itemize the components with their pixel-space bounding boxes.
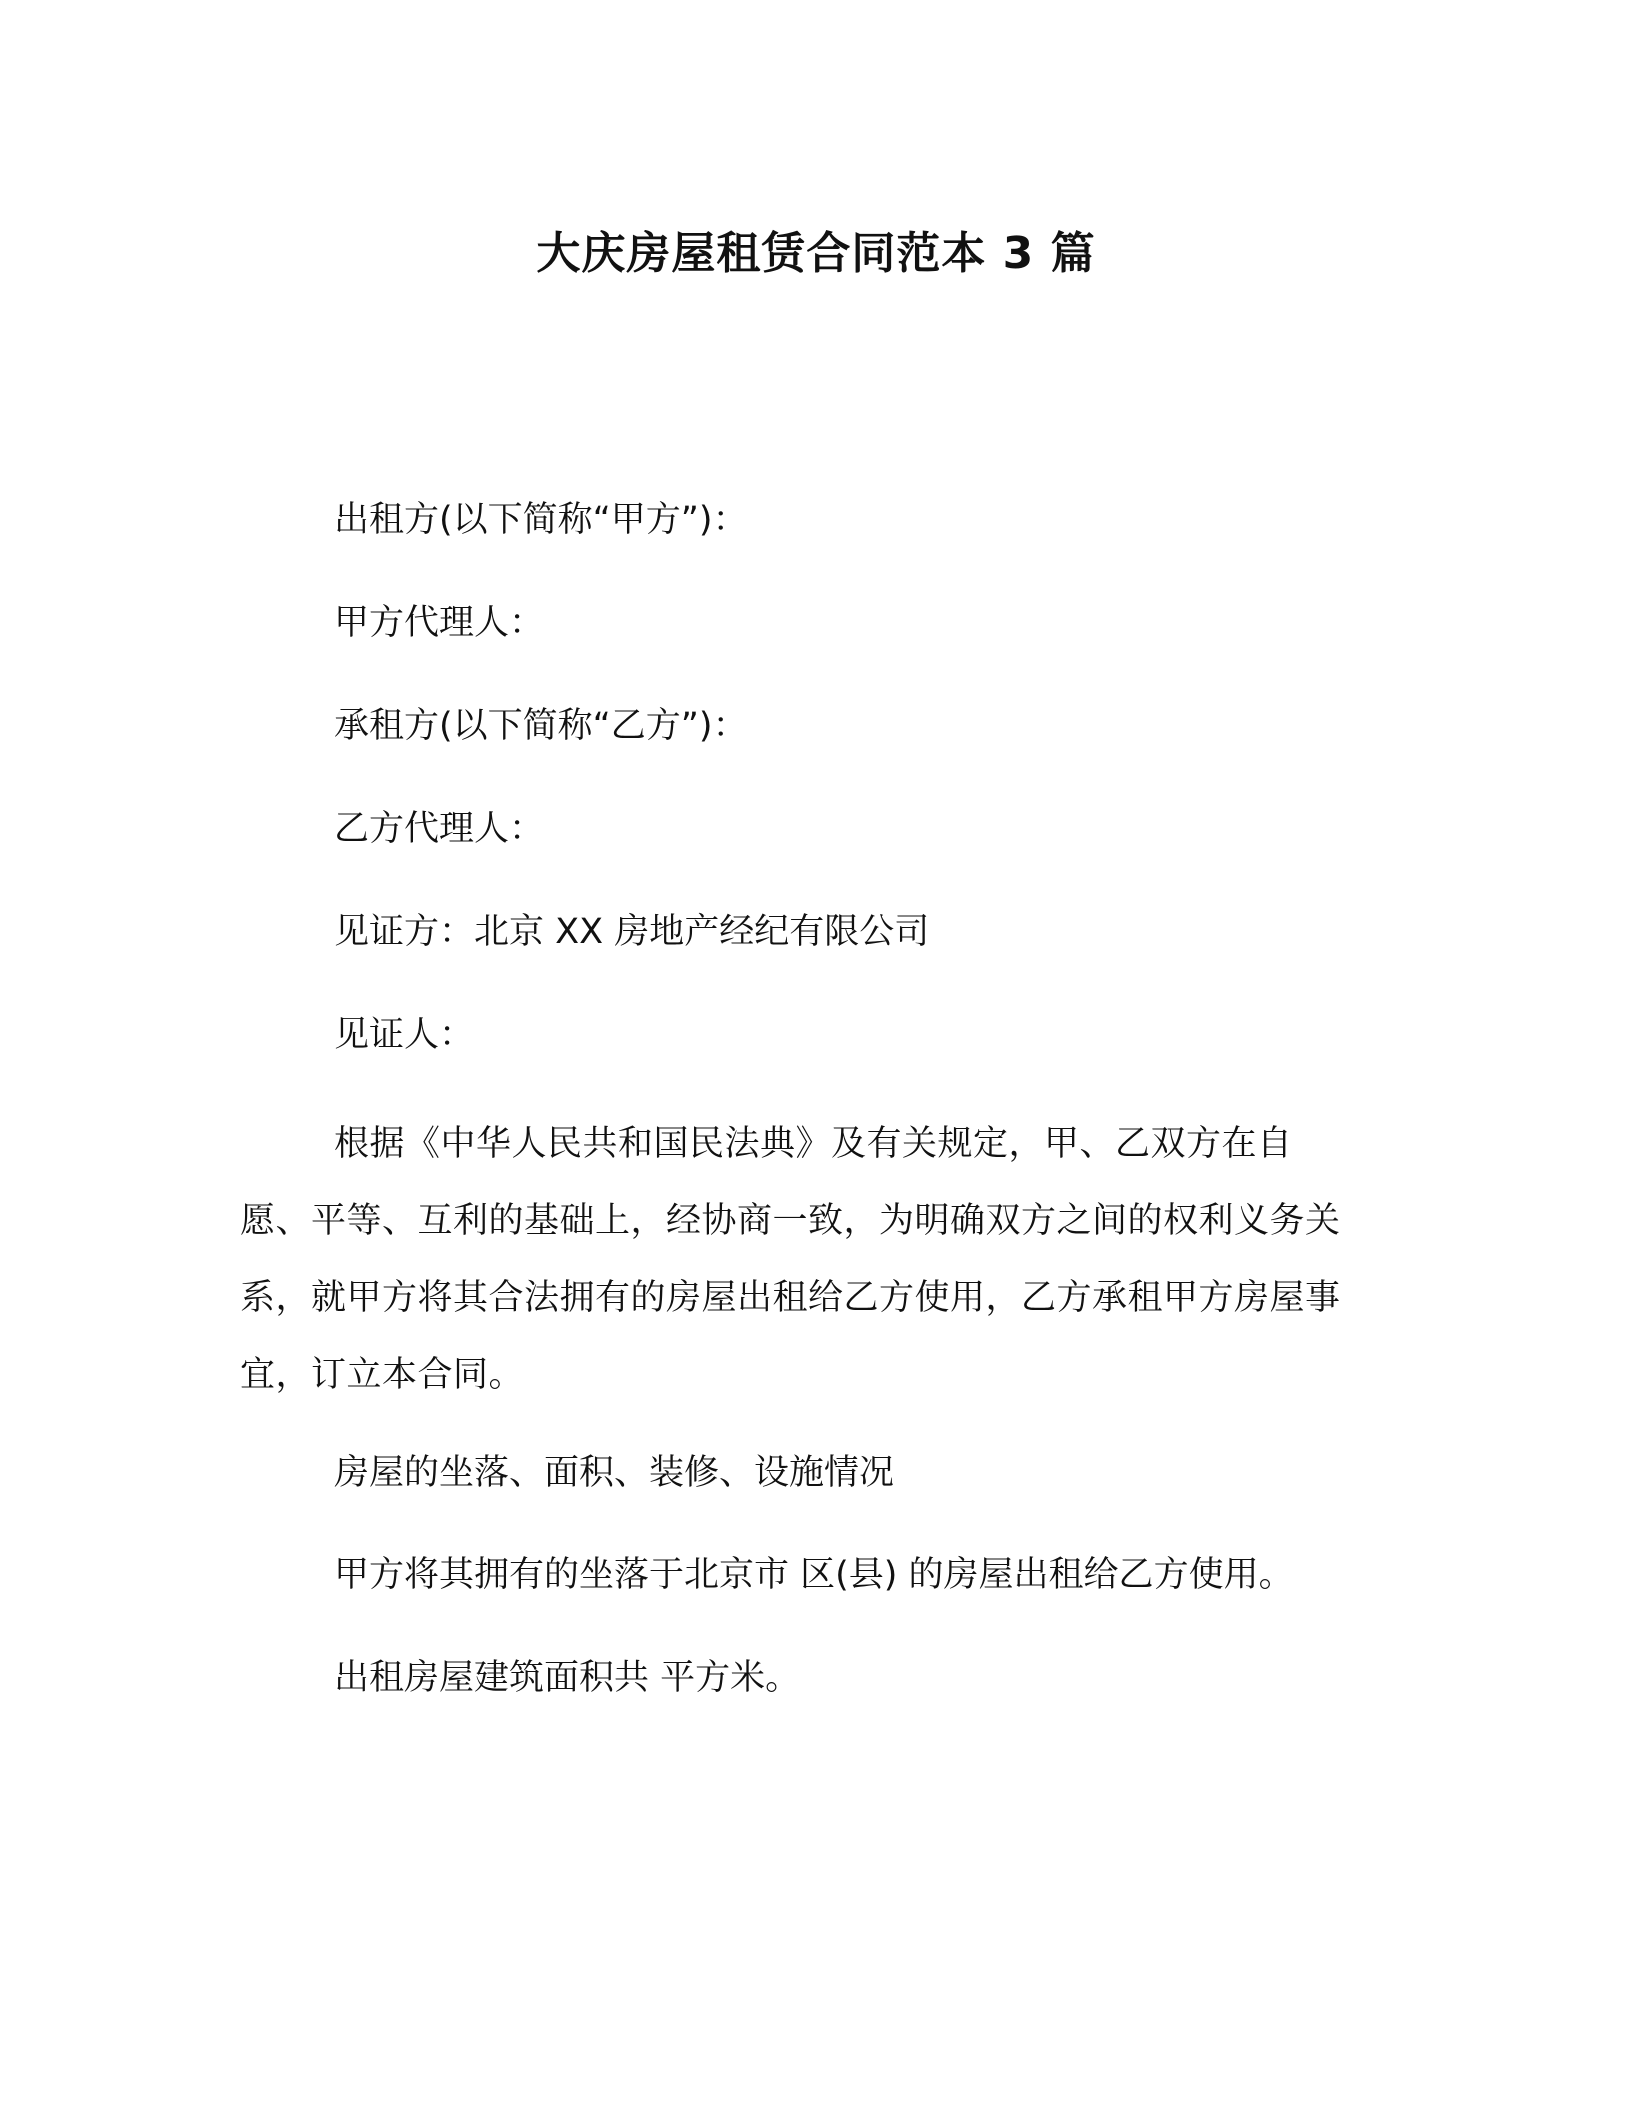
location-clause: 甲方将其拥有的坐落于北京市 区(县) 的房屋出租给乙方使用。 (334, 1555, 1294, 1595)
area-clause: 出租房屋建筑面积共 平方米。 (334, 1658, 801, 1698)
section-heading: 房屋的坐落、面积、装修、设施情况 (334, 1453, 895, 1493)
witness-person-line: 见证人： (334, 1015, 475, 1055)
lessor-line: 出租方(以下简称“甲方”)： (334, 500, 748, 540)
lessee-agent-line: 乙方代理人： (334, 809, 545, 849)
lessee-line: 承租方(以下简称“乙方”)： (334, 706, 748, 746)
witness-party-line: 见证方：北京 XX 房地产经纪有限公司 (334, 912, 930, 952)
document-title: 大庆房屋租赁合同范本 3 篇 (536, 228, 1096, 279)
lessor-agent-line: 甲方代理人： (334, 603, 545, 643)
preamble-paragraph: 根据《中华人民共和国民法典》及有关规定，甲、乙双方在自愿、平等、互利的基础上，经协商一致，为明确双方之间的权利义务关系，就甲方将其合法拥有的房屋出租给乙方使用，乙方承租甲方房屋事宜，订立本合同。 (240, 1124, 1341, 1395)
